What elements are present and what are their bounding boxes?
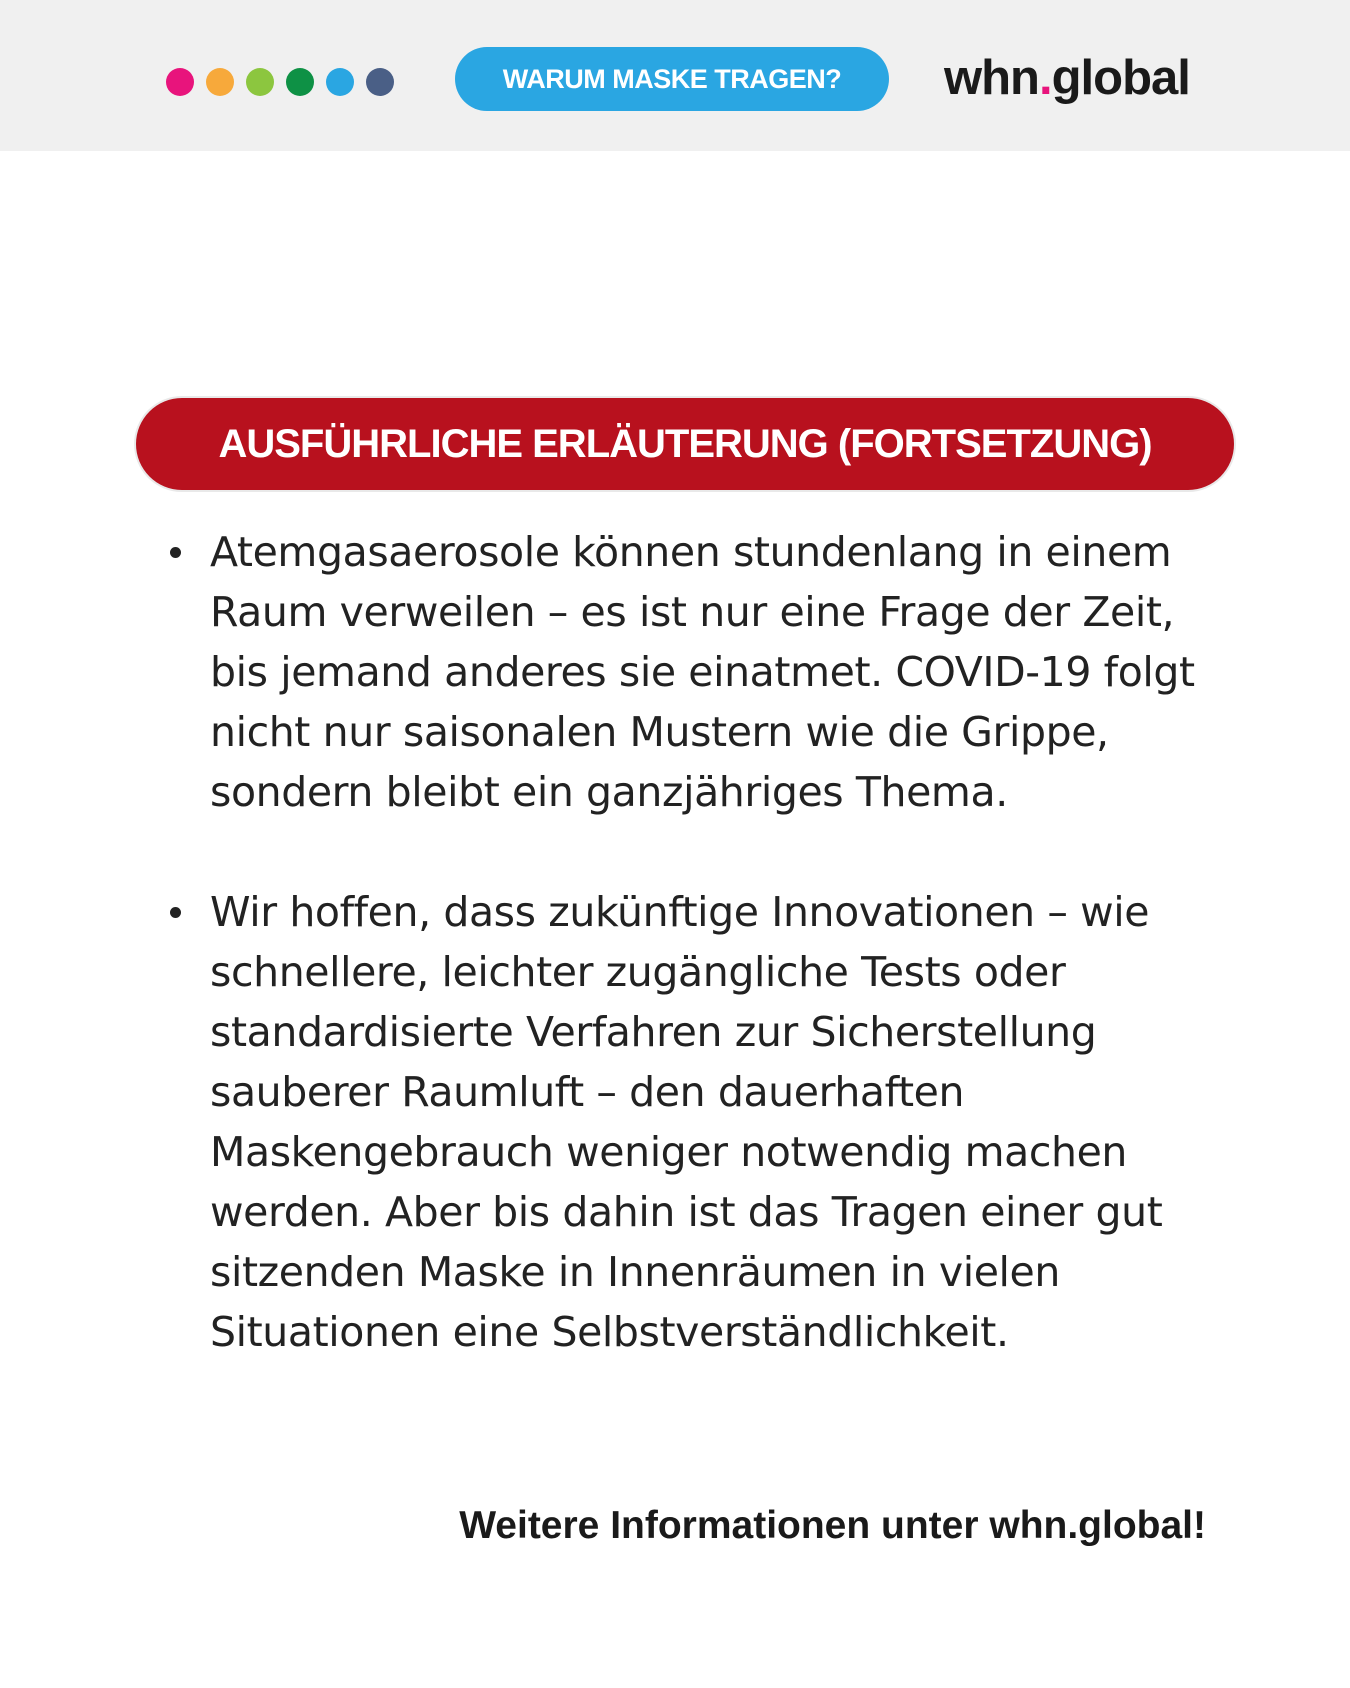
bullet-icon xyxy=(170,547,181,558)
color-dot xyxy=(326,68,354,96)
bullet-text: Atemgasaerosole können stundenlang in einem Raum verweilen – es ist nur eine Frage der Zeit, bis jemand anderes sie einatmet. COVID-19 folgt nicht nur saisonalen Mustern wie die Grippe, sondern bleibt ein ganzjähriges Thema. xyxy=(210,528,1195,816)
color-dot xyxy=(286,68,314,96)
bullet-icon xyxy=(170,907,181,918)
logo-dot: . xyxy=(1038,51,1052,105)
bullet-text: Wir hoffen, dass zukünftige Innovationen – wie schnellere, leichter zugängliche Tests oder standardisierte Verfahren zur Sicherstellung sauberer Raumluft – den dauerhaften Maskengebrauch weniger notwendig machen werden. Aber bis dahin ist das Tragen einer gut sitzenden Maske in Innenräumen in vielen Situationen eine Selbstverständlichkeit. xyxy=(210,888,1163,1356)
more-info-text: Weitere Informationen unter whn.global! xyxy=(459,1504,1206,1547)
color-dots xyxy=(166,68,394,96)
section-title-banner: AUSFÜHRLICHE ERLÄUTERUNG (FORTSETZUNG) xyxy=(136,398,1234,490)
topic-pill: WARUM MASKE TRAGEN? xyxy=(455,47,889,111)
color-dot xyxy=(366,68,394,96)
color-dot xyxy=(206,68,234,96)
color-dot xyxy=(246,68,274,96)
bullet-item xyxy=(170,882,1230,1362)
site-logo xyxy=(944,48,1190,108)
logo-suffix: global xyxy=(1051,51,1190,105)
bullet-item xyxy=(170,522,1230,822)
color-dot xyxy=(166,68,194,96)
logo-prefix: whn xyxy=(944,51,1039,105)
bullet-list xyxy=(170,522,1230,1362)
header-bar xyxy=(0,0,1350,151)
